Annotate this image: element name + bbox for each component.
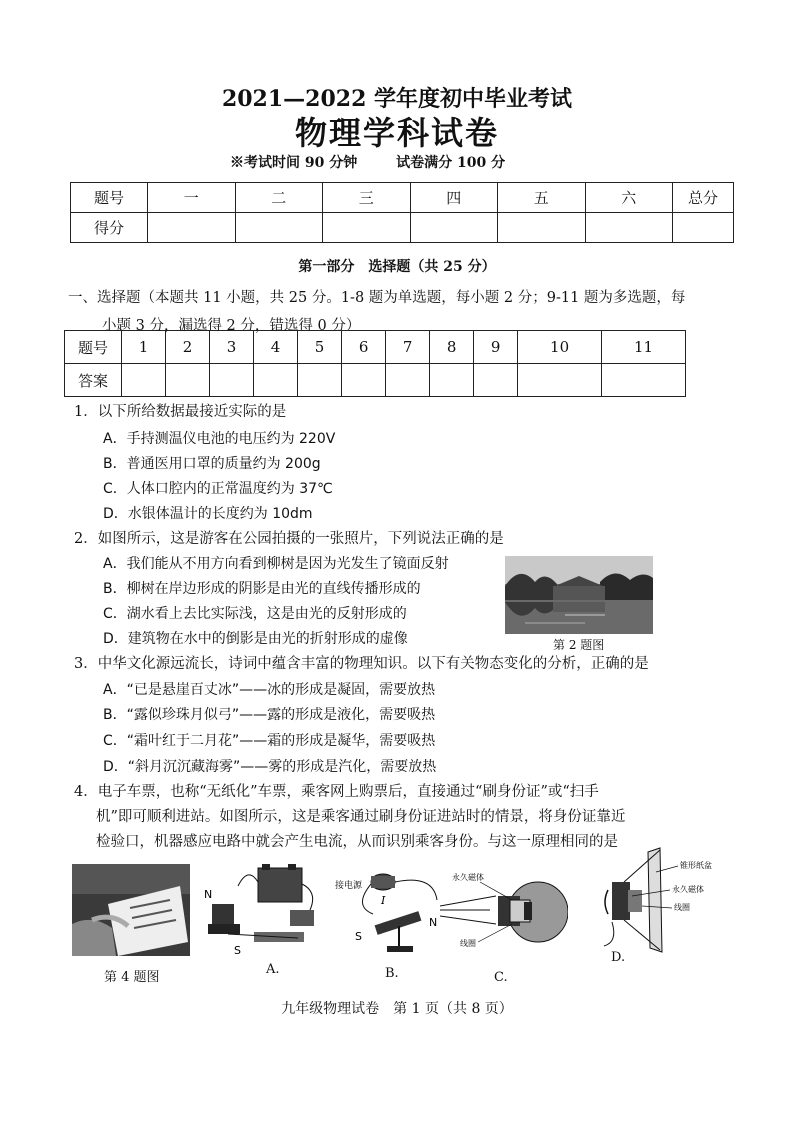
section-line: 一、选择题（本题共 11 小题，共 25 分。1-8 题为单选题，每小题 2 分；9-11 题为多选题，每 <box>68 290 686 306</box>
score-col: 一 <box>148 183 236 213</box>
magnet-n-pole: N <box>204 888 213 901</box>
needle-n-pole: N <box>429 916 438 929</box>
section-line: 小题 3 分，漏选得 2 分，错选得 0 分） <box>102 318 361 334</box>
score-table-score-row <box>71 213 734 243</box>
question-2-option-b: B．柳树在岸边形成的阴影是由光的直线传播形成的 <box>103 581 421 597</box>
id-card-photo-image <box>72 864 190 956</box>
question-4-line: 4．电子车票，也称“无纸化”车票，乘客网上购票后，直接通过“刷身份证”或“扫手 <box>74 784 599 800</box>
answer-row-label: 答案 <box>65 364 122 397</box>
question-2-stem: 2．如图所示，这是游客在公园拍摄的一张照片，下列说法正确的是 <box>74 531 504 547</box>
magnet-s-pole: S <box>234 944 241 957</box>
answer-col-number: 11 <box>602 331 686 364</box>
score-col: 五 <box>498 183 586 213</box>
speaker-coil-label: 线圈 <box>674 903 690 912</box>
answer-cell <box>342 364 386 397</box>
score-cell <box>323 213 411 243</box>
permanent-magnet-label: 永久磁体 <box>452 873 484 882</box>
answer-cell <box>430 364 474 397</box>
page-footer: 九年级物理试卷 第 1 页（共 8 页） <box>281 1001 513 1017</box>
score-row-label: 得分 <box>71 213 148 243</box>
answer-cell <box>298 364 342 397</box>
question-3-option-b: B．“露似珍珠月似弓”——露的形成是液化，需要吸热 <box>103 707 436 723</box>
answer-col-number: 4 <box>254 331 298 364</box>
part-heading: 第一部分 选择题（共 25 分） <box>298 259 496 275</box>
score-col: 二 <box>235 183 323 213</box>
question-3-option-c: C．“霜叶红于二月花”——霜的形成是凝华，需要吸热 <box>103 733 436 749</box>
answer-cell <box>166 364 210 397</box>
option-c-label: C. <box>494 970 508 985</box>
score-table-header-row <box>71 183 734 213</box>
score-col: 六 <box>585 183 673 213</box>
question-2-option-d: D．建筑物在水中的倒影是由光的折射形成的虚像 <box>103 631 408 647</box>
answer-cell <box>518 364 602 397</box>
exam-time: ※考试时间 90 分钟 <box>230 155 358 171</box>
question-2-option-a: A．我们能从不用方向看到柳树是因为光发生了镜面反射 <box>103 556 449 572</box>
question-2-figure-caption: 第 2 题图 <box>553 638 605 652</box>
score-col-total: 总分 <box>673 183 734 213</box>
answer-cell <box>254 364 298 397</box>
answer-cell <box>386 364 430 397</box>
answer-table <box>64 330 686 397</box>
score-cell <box>235 213 323 243</box>
score-col: 四 <box>410 183 498 213</box>
question-1-option-d: D．水银体温计的长度约为 10dm <box>103 506 313 522</box>
option-a-generator-diagram <box>198 862 328 958</box>
answer-cell <box>474 364 518 397</box>
answer-col-number: 5 <box>298 331 342 364</box>
answer-cell <box>210 364 254 397</box>
score-table <box>70 182 734 243</box>
option-b-coil-diagram <box>333 866 451 958</box>
answer-col-number: 2 <box>166 331 210 364</box>
question-4-figure-caption: 第 4 题图 <box>104 970 160 985</box>
option-a-label: A. <box>266 962 280 977</box>
question-3-option-a: A．“已是悬崖百丈冰”——冰的形成是凝固，需要放热 <box>103 682 436 698</box>
option-d-label: D. <box>611 950 626 965</box>
question-3-stem: 3．中华文化源远流长，诗词中蕴含丰富的物理知识。以下有关物态变化的分析，正确的是 <box>74 656 649 672</box>
option-c-microphone-diagram <box>440 870 568 956</box>
question-1-option-b: B．普通医用口罩的质量约为 200g <box>103 456 321 472</box>
score-cell <box>410 213 498 243</box>
question-1-option-a: A．手持测温仪电池的电压约为 220V <box>103 431 336 447</box>
exam-year-title: 2021—2022 学年度初中毕业考试 <box>221 86 573 112</box>
exam-score: 试卷满分 100 分 <box>396 155 506 171</box>
answer-col-label: 题号 <box>65 331 122 364</box>
question-3-option-d: D．“斜月沉沉藏海雾”——雾的形成是汽化，需要放热 <box>103 759 437 775</box>
question-2-option-c: C．湖水看上去比实际浅，这是由光的反射形成的 <box>103 606 407 622</box>
exam-info <box>230 152 539 172</box>
option-b-label: B. <box>385 966 399 981</box>
answer-col-number: 9 <box>474 331 518 364</box>
cone-paper-label: 锥形纸盆 <box>680 861 712 870</box>
answer-col-number: 7 <box>386 331 430 364</box>
answer-table-answer-row <box>65 364 686 397</box>
score-col: 三 <box>323 183 411 213</box>
answer-cell <box>602 364 686 397</box>
question-4-line: 机”即可顺利进站。如图所示，这是乘客通过刷身份证进站时的情景，将身份证靠近 <box>96 809 626 825</box>
answer-col-number: 3 <box>210 331 254 364</box>
score-col-label: 题号 <box>71 183 148 213</box>
speaker-magnet-label: 永久磁体 <box>672 885 704 894</box>
score-cell <box>673 213 734 243</box>
park-photo-image <box>505 556 653 634</box>
answer-col-number: 1 <box>122 331 166 364</box>
score-cell <box>585 213 673 243</box>
question-4-line: 检验口，机器感应电路中就会产生电流，从而识别乘客身份。与这一原理相同的是 <box>96 834 618 850</box>
needle-s-pole: S <box>355 930 362 943</box>
coil-label: 线圈 <box>460 939 476 948</box>
score-cell <box>148 213 236 243</box>
question-1-stem: 1．以下所给数据最接近实际的是 <box>74 404 287 420</box>
answer-table-header-row <box>65 331 686 364</box>
answer-cell <box>122 364 166 397</box>
score-cell <box>498 213 586 243</box>
exam-main-title: 物理学科试卷 <box>294 114 499 152</box>
power-source-label: 接电源 <box>335 881 363 891</box>
answer-col-number: 10 <box>518 331 602 364</box>
current-label: I <box>381 894 386 907</box>
answer-col-number: 6 <box>342 331 386 364</box>
option-d-speaker-diagram <box>598 842 738 958</box>
question-1-option-c: C．人体口腔内的正常温度约为 37℃ <box>103 481 333 497</box>
answer-col-number: 8 <box>430 331 474 364</box>
